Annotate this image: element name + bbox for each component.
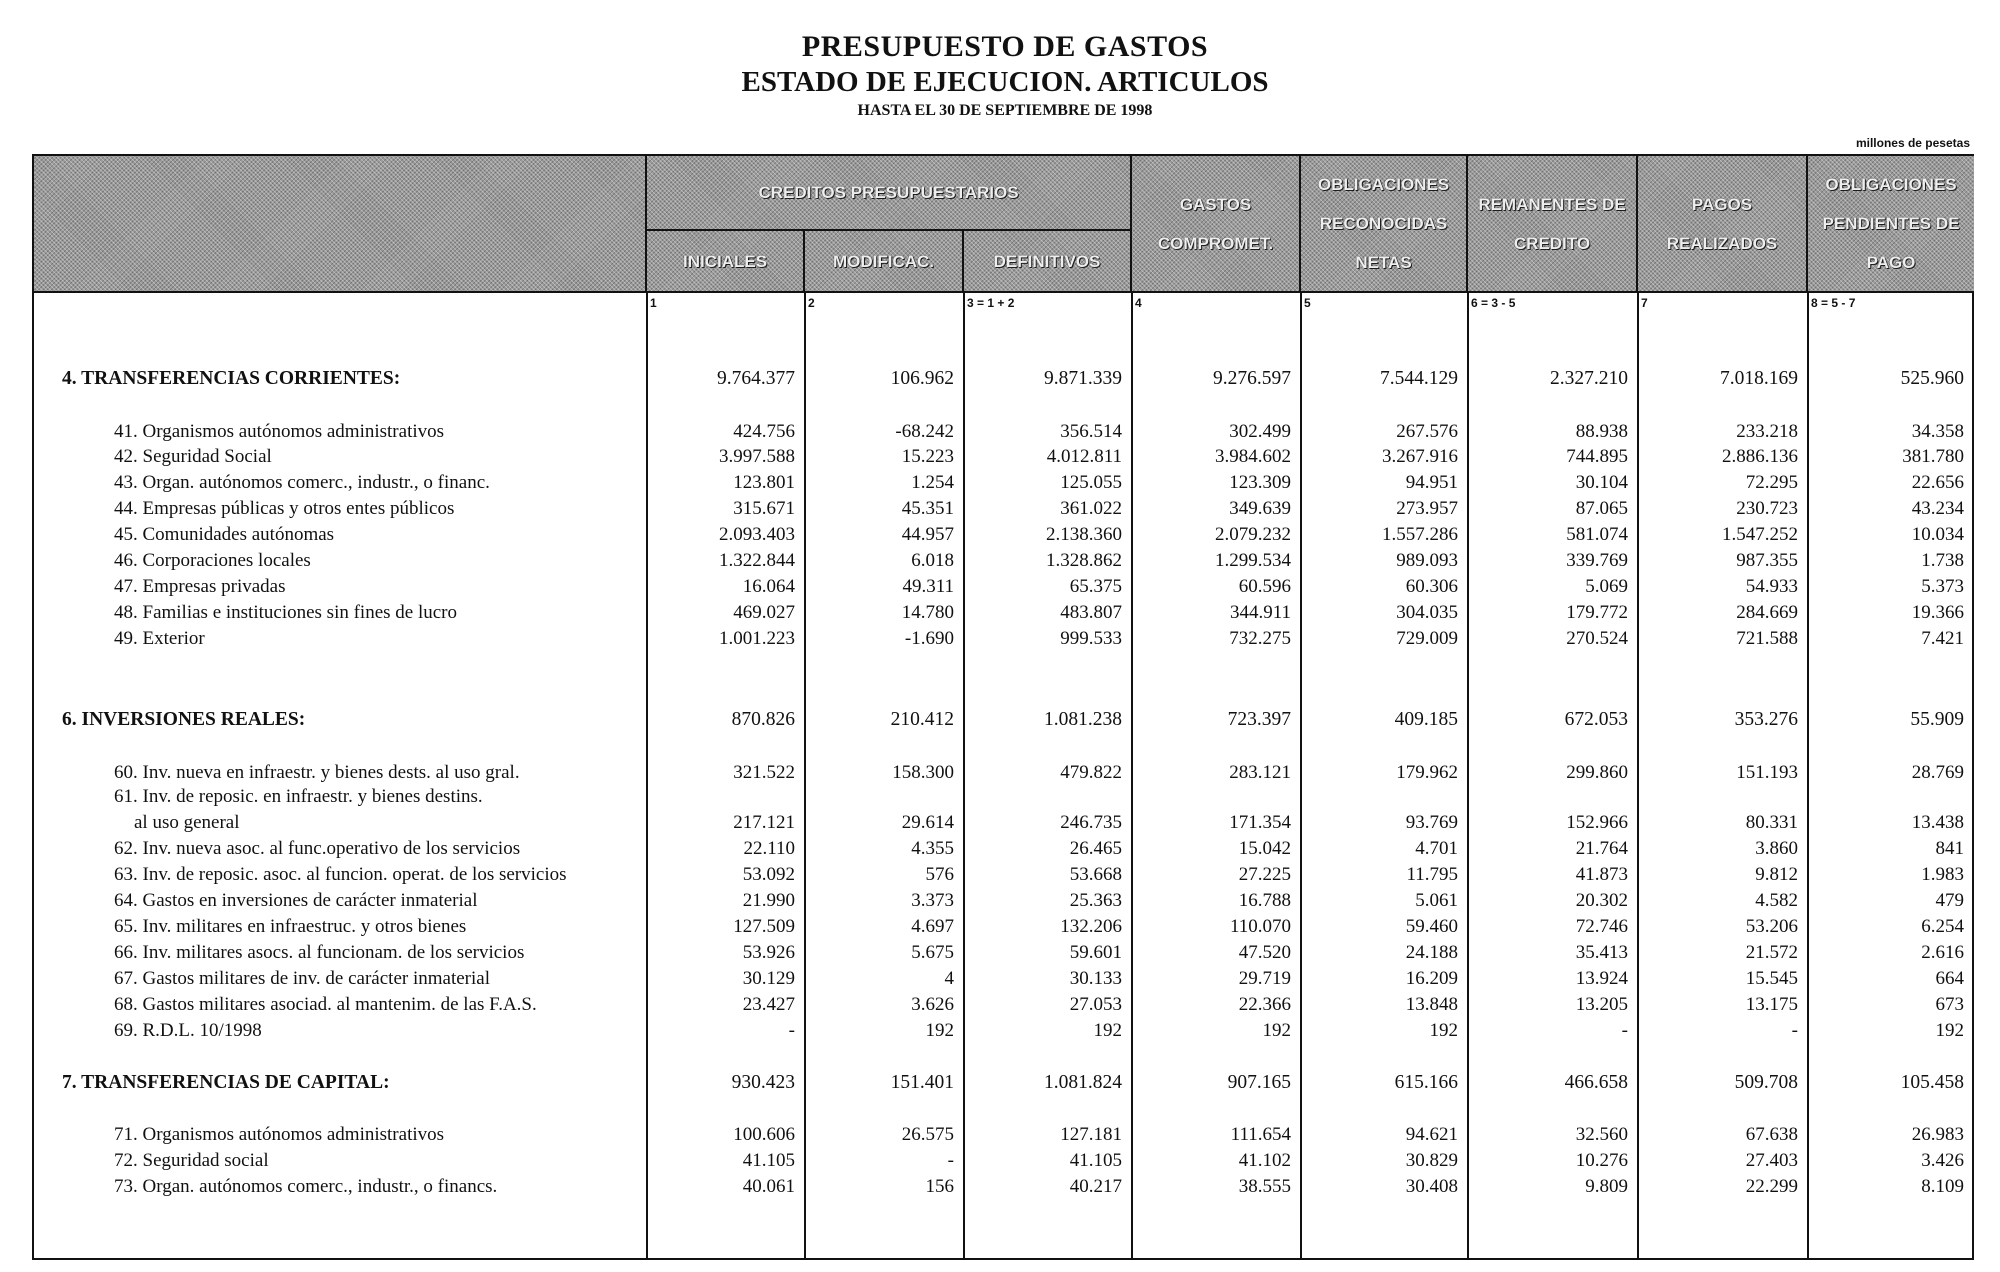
cell-value: 53.206 [1745, 916, 1798, 937]
cell-value: 479.822 [1060, 762, 1122, 783]
cell-value: 479 [1935, 890, 1964, 911]
cell-value: 27.053 [1069, 994, 1122, 1015]
cell-value: 9.764.377 [717, 368, 795, 389]
cell-value: 38.555 [1238, 1176, 1291, 1197]
cell-value: 3.984.602 [1215, 446, 1291, 467]
cell-value: 192 [925, 1020, 954, 1041]
row-label: 68. Gastos militares asociad. al mantenim. de las F.A.S. [114, 994, 537, 1015]
cell-value: 4.701 [1415, 838, 1458, 859]
cell-value: 284.669 [1736, 602, 1798, 623]
cell-value: 105.458 [1900, 1072, 1964, 1093]
table-row [34, 1122, 1972, 1148]
cell-value: 100.606 [733, 1124, 795, 1145]
cell-value: 2.093.403 [719, 524, 795, 545]
cell-value: 1.738 [1921, 550, 1964, 571]
cell-value: 16.788 [1238, 890, 1291, 911]
cell-value: - [1621, 1020, 1628, 1041]
cell-value: 4.355 [911, 838, 954, 859]
cell-value: 1.557.286 [1382, 524, 1458, 545]
cell-value: 5.675 [911, 942, 954, 963]
cell-value: 125.055 [1060, 472, 1122, 493]
cell-value: 22.366 [1238, 994, 1291, 1015]
cell-value: 1.328.862 [1046, 550, 1122, 571]
column-index: 1 [650, 296, 657, 310]
cell-value: 22.299 [1745, 1176, 1798, 1197]
cell-value: 28.769 [1911, 762, 1964, 783]
cell-value: 106.962 [890, 368, 954, 389]
cell-value: 344.911 [1229, 602, 1291, 623]
cell-value: - [788, 1020, 795, 1041]
cell-value: 151.193 [1736, 762, 1798, 783]
column-header: GASTOS COMPROMET. [1132, 156, 1301, 291]
column-header: DEFINITIVOS [964, 231, 1132, 291]
table-row [34, 862, 1972, 888]
cell-value: 1.081.238 [1044, 709, 1122, 730]
cell-value: 581.074 [1566, 524, 1628, 545]
cell-value: 65.375 [1069, 576, 1122, 597]
cell-value: 179.962 [1396, 762, 1458, 783]
column-index: 6 = 3 - 5 [1471, 296, 1516, 310]
cell-value: 6.018 [911, 550, 954, 571]
row-label: 42. Seguridad Social [114, 446, 272, 467]
cell-value: 15.545 [1745, 968, 1798, 989]
cell-value: 930.423 [731, 1072, 795, 1093]
cell-value: 744.895 [1566, 446, 1628, 467]
table-row [34, 888, 1972, 914]
column-index: 8 = 5 - 7 [1811, 296, 1856, 310]
cell-value: 127.181 [1060, 1124, 1122, 1145]
row-label: 65. Inv. militares en infraestruc. y otros bienes [114, 916, 467, 937]
row-label: 61. Inv. de reposic. en infraestr. y bienes destins. [114, 786, 483, 807]
cell-value: 509.708 [1734, 1072, 1798, 1093]
cell-value: 88.938 [1575, 421, 1628, 442]
row-label: al uso general [134, 812, 240, 833]
cell-value: 26.575 [901, 1124, 954, 1145]
cell-value: 304.035 [1396, 602, 1458, 623]
cell-value: 192 [1935, 1020, 1964, 1041]
cell-value: 233.218 [1736, 421, 1798, 442]
cell-value: 841 [1935, 838, 1964, 859]
table-row [34, 992, 1972, 1018]
cell-value: 59.601 [1069, 942, 1122, 963]
header-creditos-presupuestarios: CREDITOS PRESUPUESTARIOS [647, 156, 1132, 231]
cell-value: 356.514 [1060, 421, 1122, 442]
cell-value: 32.560 [1575, 1124, 1628, 1145]
row-label: 47. Empresas privadas [114, 576, 286, 597]
cell-value: 3.860 [1755, 838, 1798, 859]
cell-value: 349.639 [1229, 498, 1291, 519]
cell-value: 2.327.210 [1550, 368, 1628, 389]
section-row [34, 707, 1972, 733]
cell-value: 41.102 [1238, 1150, 1291, 1171]
cell-value: 30.133 [1069, 968, 1122, 989]
row-label: 73. Organ. autónomos comerc., industr., o financs. [114, 1176, 498, 1197]
cell-value: 43.234 [1911, 498, 1964, 519]
cell-value: 210.412 [890, 709, 954, 730]
cell-value: 53.926 [742, 942, 795, 963]
cell-value: 192 [1429, 1020, 1458, 1041]
row-label: 6. INVERSIONES REALES: [62, 709, 306, 730]
cell-value: 729.009 [1396, 628, 1458, 649]
cell-value: 7.544.129 [1380, 368, 1458, 389]
cell-value: 999.533 [1060, 628, 1122, 649]
cell-value: 1.001.223 [719, 628, 795, 649]
cell-value: 156 [925, 1176, 954, 1197]
cell-value: 53.092 [742, 864, 795, 885]
cell-value: 4.582 [1755, 890, 1798, 911]
cell-value: 19.366 [1911, 602, 1964, 623]
cell-value: 1.322.844 [719, 550, 795, 571]
row-label: 66. Inv. militares asocs. al funcionam. de los servicios [114, 942, 525, 963]
cell-value: 5.069 [1585, 576, 1628, 597]
cell-value: 721.588 [1736, 628, 1798, 649]
cell-value: 9.809 [1585, 1176, 1628, 1197]
cell-value: 302.499 [1229, 421, 1291, 442]
cell-value: 20.302 [1575, 890, 1628, 911]
table-row [34, 419, 1972, 445]
cell-value: 273.957 [1396, 498, 1458, 519]
cell-value: 7.018.169 [1720, 368, 1798, 389]
cell-value: 123.801 [733, 472, 795, 493]
cell-value: 13.205 [1575, 994, 1628, 1015]
cell-value: 40.217 [1069, 1176, 1122, 1197]
cell-value: 409.185 [1394, 709, 1458, 730]
column-index: 7 [1641, 296, 1648, 310]
row-label: 67. Gastos militares de inv. de carácter inmaterial [114, 968, 490, 989]
cell-value: 267.576 [1396, 421, 1458, 442]
cell-value: 321.522 [733, 762, 795, 783]
cell-value: 171.354 [1229, 812, 1291, 833]
cell-value: 179.772 [1566, 602, 1628, 623]
row-label: 4. TRANSFERENCIAS CORRIENTES: [62, 368, 401, 389]
section-row [34, 1070, 1972, 1096]
table-row [34, 444, 1972, 470]
cell-value: 2.886.136 [1722, 446, 1798, 467]
cell-value: 723.397 [1227, 709, 1291, 730]
report-title: PRESUPUESTO DE GASTOS [801, 30, 1209, 63]
table-row [34, 574, 1972, 600]
cell-value: 30.408 [1405, 1176, 1458, 1197]
cell-value: 217.121 [733, 812, 795, 833]
column-header: MODIFICAC. [805, 231, 964, 291]
column-index: 4 [1135, 296, 1142, 310]
cell-value: 67.638 [1745, 1124, 1798, 1145]
cell-value: 123.309 [1229, 472, 1291, 493]
cell-value: 49.311 [902, 576, 954, 597]
cell-value: 94.621 [1405, 1124, 1458, 1145]
table-row [34, 966, 1972, 992]
cell-value: 152.966 [1566, 812, 1628, 833]
table-row [34, 1174, 1972, 1200]
cell-value: 22.110 [743, 838, 795, 859]
cell-value: 16.064 [742, 576, 795, 597]
cell-value: 45.351 [901, 498, 954, 519]
table-row [34, 914, 1972, 940]
cell-value: 110.070 [1229, 916, 1291, 937]
cell-value: 15.042 [1238, 838, 1291, 859]
cell-value: 4 [944, 968, 954, 989]
cell-value: 60.596 [1238, 576, 1291, 597]
cell-value: 3.373 [911, 890, 954, 911]
row-label: 7. TRANSFERENCIAS DE CAPITAL: [62, 1072, 390, 1093]
table-row [34, 496, 1972, 522]
cell-value: 47.520 [1238, 942, 1291, 963]
cell-value: 9.276.597 [1213, 368, 1291, 389]
cell-value: 30.104 [1575, 472, 1628, 493]
row-label: 45. Comunidades autónomas [114, 524, 335, 545]
cell-value: 339.769 [1566, 550, 1628, 571]
cell-value: 7.421 [1921, 628, 1964, 649]
column-header: OBLIGACIONES RECONOCIDAS NETAS [1301, 156, 1468, 291]
table-row [34, 1148, 1972, 1174]
cell-value: 732.275 [1229, 628, 1291, 649]
cell-value: 673 [1935, 994, 1964, 1015]
cell-value: 14.780 [901, 602, 954, 623]
table-row [34, 600, 1972, 626]
cell-value: 10.276 [1575, 1150, 1628, 1171]
column-header: OBLIGACIONES PENDIENTES DE PAGO [1808, 156, 1974, 291]
cell-value: 34.358 [1911, 421, 1964, 442]
cell-value: 158.300 [892, 762, 954, 783]
row-label: 71. Organismos autónomos administrativos [114, 1124, 445, 1145]
cell-value: 469.027 [733, 602, 795, 623]
cell-value: 283.121 [1229, 762, 1291, 783]
cell-value: 41.105 [1069, 1150, 1122, 1171]
cell-value: 41.873 [1575, 864, 1628, 885]
column-header: INICIALES [647, 231, 805, 291]
row-label: 44. Empresas públicas y otros entes públicos [114, 498, 455, 519]
cell-value: 353.276 [1734, 709, 1798, 730]
row-label: 43. Organ. autónomos comerc., industr., o financ. [114, 472, 490, 493]
cell-value: 29.614 [901, 812, 954, 833]
cell-value: 11.795 [1406, 864, 1458, 885]
row-label: 49. Exterior [114, 628, 205, 649]
cell-value: 1.983 [1921, 864, 1964, 885]
cell-value: 576 [925, 864, 954, 885]
row-label: 62. Inv. nueva asoc. al func.operativo de los servicios [114, 838, 521, 859]
row-label: 64. Gastos en inversiones de carácter inmaterial [114, 890, 478, 911]
cell-value: 192 [1093, 1020, 1122, 1041]
cell-value: 8.109 [1921, 1176, 1964, 1197]
header-divider [34, 291, 1972, 293]
report-subtitle: ESTADO DE EJECUCION. ARTICULOS [741, 66, 1269, 98]
cell-value: 23.427 [742, 994, 795, 1015]
column-header: PAGOS REALIZADOS [1638, 156, 1808, 291]
cell-value: 15.223 [901, 446, 954, 467]
cell-value: 29.719 [1238, 968, 1291, 989]
cell-value: 2.079.232 [1215, 524, 1291, 545]
cell-value: 664 [1935, 968, 1964, 989]
cell-value: 13.848 [1405, 994, 1458, 1015]
row-label: 41. Organismos autónomos administrativos [114, 421, 445, 442]
cell-value: 907.165 [1227, 1072, 1291, 1093]
cell-value: 230.723 [1736, 498, 1798, 519]
cell-value: 21.572 [1745, 942, 1798, 963]
cell-value: 41.105 [742, 1150, 795, 1171]
report-period: HASTA EL 30 DE SEPTIEMBRE DE 1998 [857, 102, 1153, 119]
cell-value: 27.403 [1745, 1150, 1798, 1171]
cell-value: 13.175 [1745, 994, 1798, 1015]
cell-value: -68.242 [895, 421, 954, 442]
cell-value: 13.924 [1575, 968, 1628, 989]
cell-value: 87.065 [1575, 498, 1628, 519]
cell-value: 24.188 [1405, 942, 1458, 963]
cell-value: 9.871.339 [1044, 368, 1122, 389]
cell-value: 270.524 [1566, 628, 1628, 649]
cell-value: 299.860 [1566, 762, 1628, 783]
cell-value: 30.129 [742, 968, 795, 989]
cell-value: 483.807 [1060, 602, 1122, 623]
cell-value: 381.780 [1902, 446, 1964, 467]
cell-value: 55.909 [1910, 709, 1964, 730]
cell-value: 10.034 [1911, 524, 1964, 545]
cell-value: 987.355 [1736, 550, 1798, 571]
cell-value: 26.983 [1911, 1124, 1964, 1145]
budget-table [32, 154, 1974, 1260]
cell-value: 4.012.811 [1046, 446, 1122, 467]
cell-value: 315.671 [733, 498, 795, 519]
cell-value: 53.668 [1069, 864, 1122, 885]
cell-value: 1.254 [911, 472, 954, 493]
table-row [34, 784, 1972, 810]
table-row [34, 1018, 1972, 1044]
header-blank-cell [34, 156, 647, 291]
cell-value: 870.826 [731, 709, 795, 730]
cell-value: 40.061 [742, 1176, 795, 1197]
cell-value: 80.331 [1745, 812, 1798, 833]
section-row [34, 366, 1972, 392]
column-header: REMANENTES DE CREDITO [1468, 156, 1638, 291]
cell-value: 989.093 [1396, 550, 1458, 571]
table-row [34, 522, 1972, 548]
cell-value: 59.460 [1405, 916, 1458, 937]
cell-value: 54.933 [1745, 576, 1798, 597]
row-label: 46. Corporaciones locales [114, 550, 311, 571]
cell-value: 5.061 [1415, 890, 1458, 911]
cell-value: 44.957 [901, 524, 954, 545]
cell-value: 6.254 [1921, 916, 1964, 937]
cell-value: 21.764 [1575, 838, 1628, 859]
cell-value: 16.209 [1405, 968, 1458, 989]
table-row [34, 548, 1972, 574]
cell-value: 9.812 [1755, 864, 1798, 885]
cell-value: 2.616 [1921, 942, 1964, 963]
row-label: 63. Inv. de reposic. asoc. al funcion. operat. de los servicios [114, 864, 567, 885]
column-index: 3 = 1 + 2 [967, 296, 1015, 310]
cell-value: 132.206 [1060, 916, 1122, 937]
cell-value: - [947, 1150, 954, 1171]
table-row [34, 470, 1972, 496]
units-label: millones de pesetas [1855, 136, 1970, 150]
cell-value: 5.373 [1921, 576, 1964, 597]
row-label: 48. Familias e instituciones sin fines de lucro [114, 602, 458, 623]
cell-value: 615.166 [1394, 1072, 1458, 1093]
cell-value: 93.769 [1405, 812, 1458, 833]
cell-value: 21.990 [742, 890, 795, 911]
cell-value: 4.697 [911, 916, 954, 937]
cell-value: 72.746 [1575, 916, 1628, 937]
column-index: 5 [1304, 296, 1311, 310]
row-label: 69. R.D.L. 10/1998 [114, 1020, 262, 1041]
cell-value: 3.626 [911, 994, 954, 1015]
table-row [34, 626, 1972, 652]
cell-value: - [1791, 1020, 1798, 1041]
cell-value: 246.735 [1060, 812, 1122, 833]
cell-value: 26.465 [1069, 838, 1122, 859]
cell-value: 361.022 [1060, 498, 1122, 519]
cell-value: 30.829 [1405, 1150, 1458, 1171]
cell-value: 1.547.252 [1722, 524, 1798, 545]
cell-value: 2.138.360 [1046, 524, 1122, 545]
cell-value: 1.299.534 [1215, 550, 1291, 571]
table-row [34, 940, 1972, 966]
cell-value: 3.267.916 [1382, 446, 1458, 467]
cell-value: 22.656 [1911, 472, 1964, 493]
cell-value: 525.960 [1900, 368, 1964, 389]
table-row [34, 810, 1972, 836]
row-label: 72. Seguridad social [114, 1150, 269, 1171]
cell-value: 27.225 [1238, 864, 1291, 885]
cell-value: 25.363 [1069, 890, 1122, 911]
cell-value: 192 [1262, 1020, 1291, 1041]
cell-value: 35.413 [1575, 942, 1628, 963]
cell-value: 151.401 [890, 1072, 954, 1093]
cell-value: 424.756 [733, 421, 795, 442]
cell-value: 72.295 [1745, 472, 1798, 493]
table-row [34, 836, 1972, 862]
cell-value: 127.509 [733, 916, 795, 937]
cell-value: 13.438 [1911, 812, 1964, 833]
cell-value: 672.053 [1564, 709, 1628, 730]
cell-value: 111.654 [1230, 1124, 1291, 1145]
cell-value: 94.951 [1405, 472, 1458, 493]
cell-value: 60.306 [1405, 576, 1458, 597]
row-label: 60. Inv. nueva en infraestr. y bienes dests. al uso gral. [114, 762, 520, 783]
cell-value: 1.081.824 [1044, 1072, 1122, 1093]
cell-value: 466.658 [1564, 1072, 1628, 1093]
column-index: 2 [808, 296, 815, 310]
cell-value: -1.690 [904, 628, 954, 649]
table-row [34, 760, 1972, 786]
cell-value: 3.997.588 [719, 446, 795, 467]
cell-value: 3.426 [1921, 1150, 1964, 1171]
